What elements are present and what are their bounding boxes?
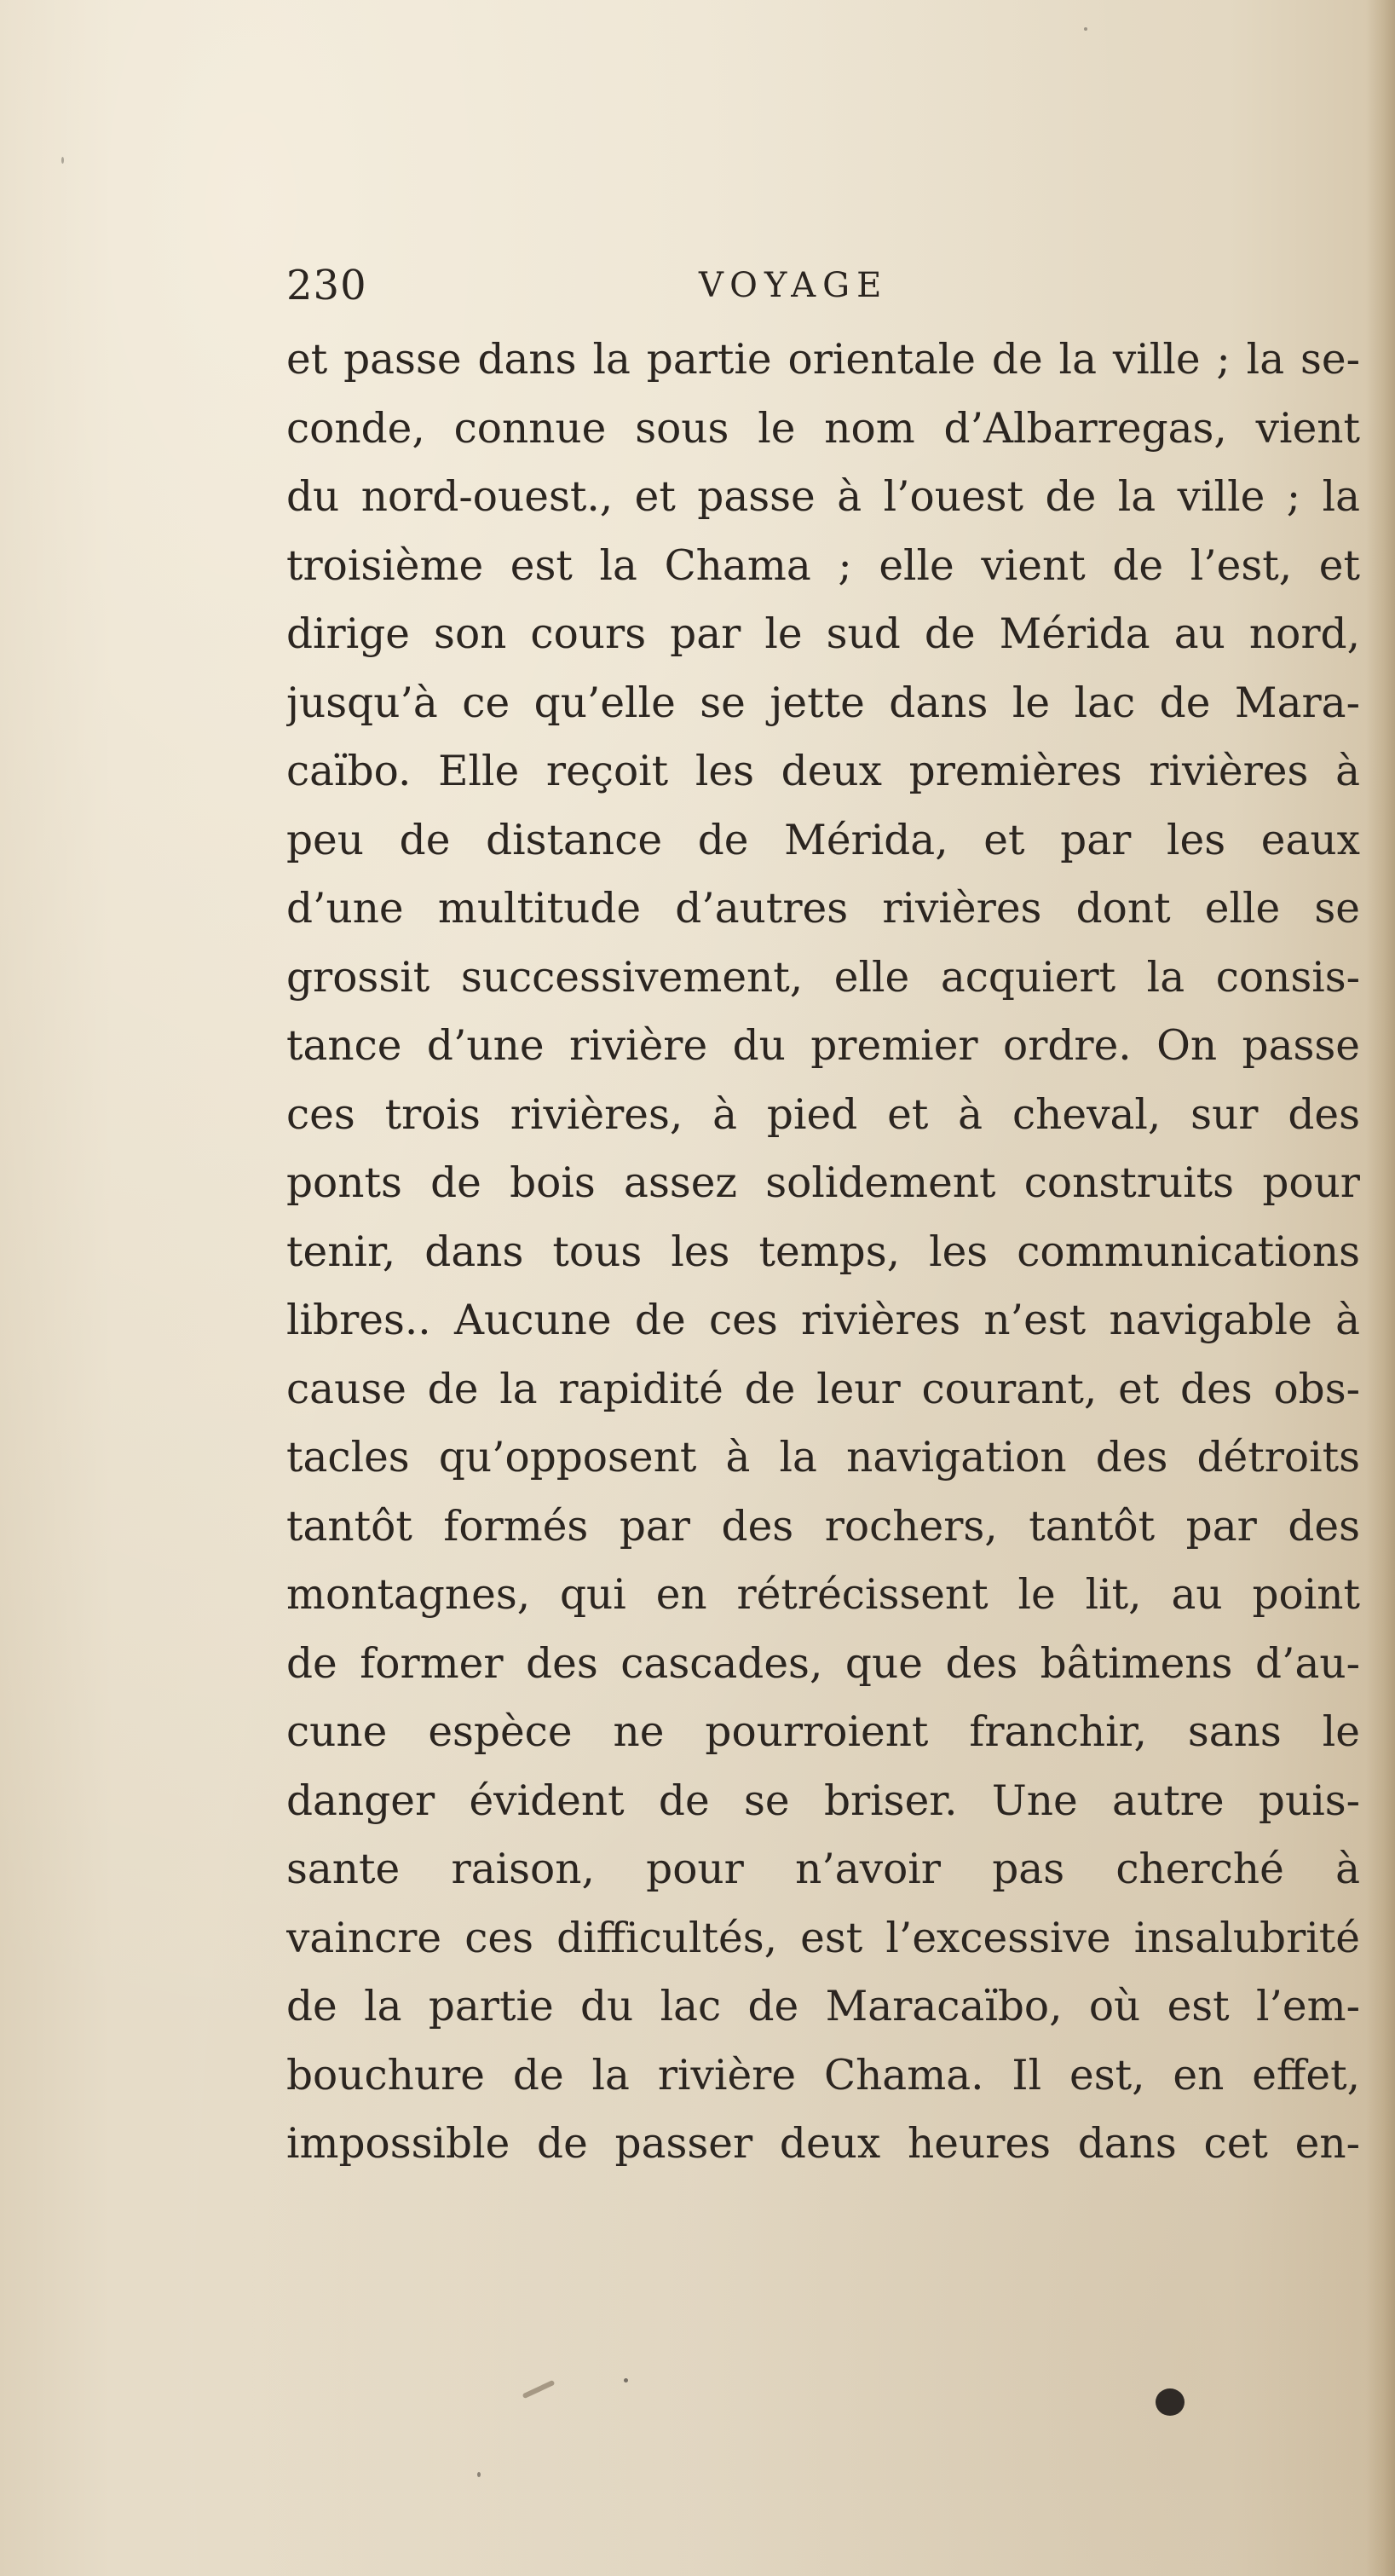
paper-speck (624, 2378, 628, 2383)
text-line: danger évident de se briser. Une autre puis- (286, 1776, 1360, 1825)
text-line: cune espèce ne pourroient franchir, sans le (286, 1708, 1360, 1756)
text-line: cause de la rapidité de leur courant, et des obs- (286, 1365, 1360, 1413)
text-line: du nord-ouest., et passe à l’ouest de la ville ; la (286, 473, 1360, 521)
text-line: impossible de passer deux heures dans cet en- (286, 2120, 1360, 2168)
text-line: d’une multitude d’autres rivières dont elle se (286, 885, 1360, 933)
text-line: tantôt formés par des rochers, tantôt par des (286, 1502, 1360, 1551)
text-line: ponts de bois assez solidement construits pour (286, 1159, 1360, 1207)
ink-spot (1156, 2388, 1185, 2416)
paper-speck (1084, 27, 1087, 31)
body-text (286, 326, 1360, 2179)
text-line: sante raison, pour n’avoir pas cherché à (286, 1845, 1360, 1893)
text-line: grossit successivement, elle acquiert la consis- (286, 953, 1360, 1002)
text-line: vaincre ces difficultés, est l’excessive insalubrité (286, 1914, 1360, 1962)
page-number: 230 (286, 262, 367, 309)
page-header (286, 256, 1360, 315)
text-line: bouchure de la rivière Chama. Il est, en effet, (286, 2051, 1360, 2099)
paper-speck (61, 157, 64, 164)
text-line: tacles qu’opposent à la navigation des détroits (286, 1434, 1360, 1481)
text-line: jusqu’à ce qu’elle se jette dans le lac de Mara- (286, 679, 1360, 727)
paper-speck (477, 2472, 481, 2477)
text-line: conde, connue sous le nom d’Albarregas, vient (286, 404, 1360, 453)
text-line: ces trois rivières, à pied et à cheval, sur des (286, 1090, 1360, 1139)
running-head: VOYAGE (699, 266, 889, 305)
text-line: tance d’une rivière du premier ordre. On passe (286, 1022, 1360, 1070)
text-line: et passe dans la partie orientale de la ville ; la se- (286, 336, 1360, 384)
text-line: libres.. Aucune de ces rivières n’est navigable à (286, 1297, 1360, 1344)
text-line: peu de distance de Mérida, et par les eaux (286, 816, 1360, 864)
page-edge-shadow (1366, 0, 1395, 2576)
paper-mark (522, 2380, 556, 2399)
text-line: dirige son cours par le sud de Mérida au nord, (286, 610, 1360, 658)
text-line: troisième est la Chama ; elle vient de l’est, et (286, 541, 1360, 590)
text-line: de la partie du lac de Maracaïbo, où est l’em- (286, 1983, 1360, 2030)
text-line: caïbo. Elle reçoit les deux premières rivières à (286, 748, 1360, 795)
text-line: tenir, dans tous les temps, les communications (286, 1227, 1360, 1276)
text-line: montagnes, qui en rétrécissent le lit, au point (286, 1571, 1360, 1619)
text-line: de former des cascades, que des bâtimens d’au- (286, 1639, 1360, 1688)
